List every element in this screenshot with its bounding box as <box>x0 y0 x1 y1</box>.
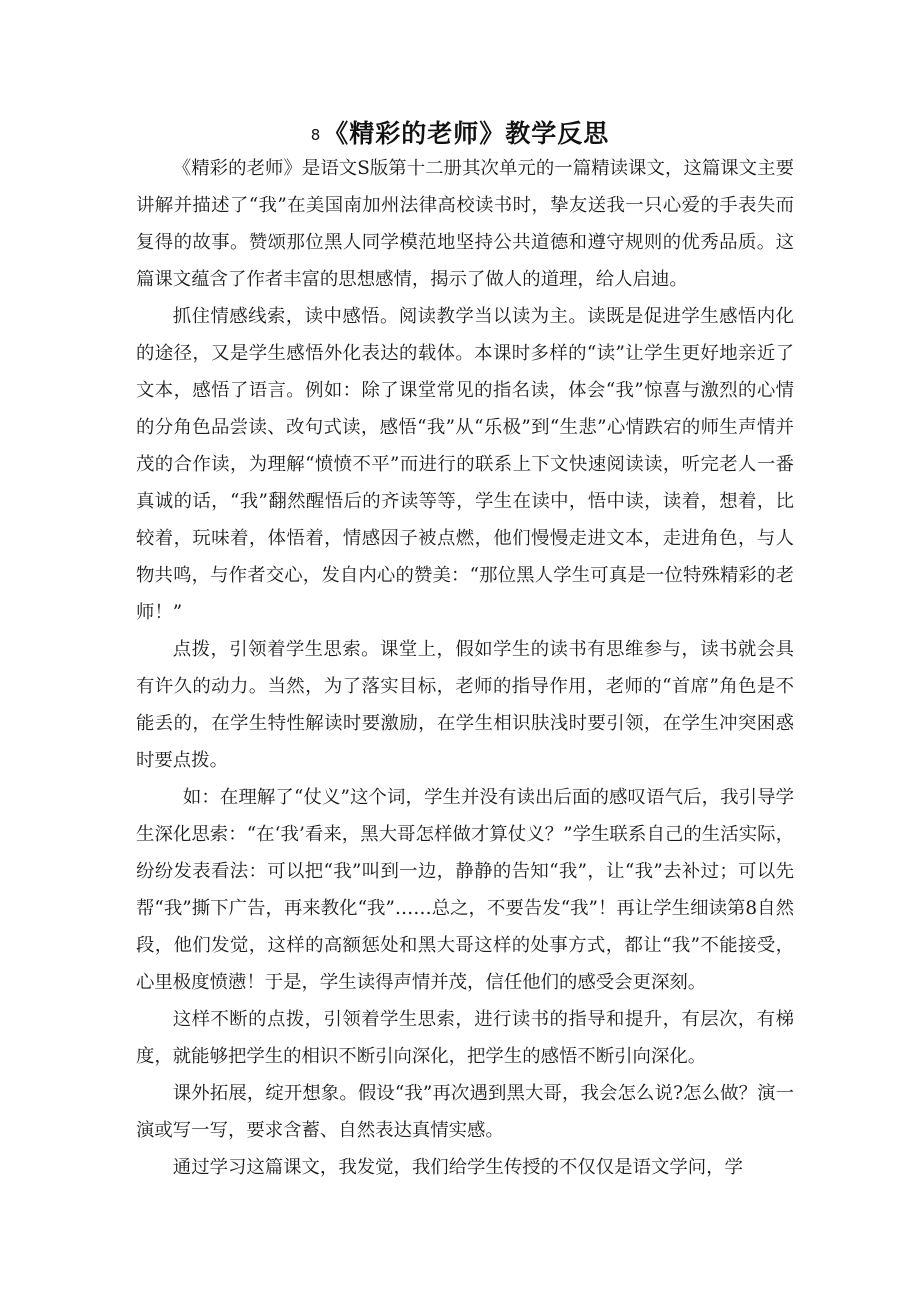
paragraph-conclusion: 通过学习这篇课文，我发觉，我们给学生传授的不仅仅是语文学问，学 <box>172 1157 743 1178</box>
document-title <box>0 114 920 150</box>
document-body <box>136 150 794 1186</box>
paragraph-guidance: 点拨，引领着学生思索。课堂上，假如学生的读书有思维参与，读书就会具有许久的动力。当然，为了落实目标，老师的指导作用，老师的“首席”角色是不能丢的，在学生特性解读时要激励，在学生相识肤浅时要引领，在学生冲突困惑时要点拨。 <box>136 639 794 771</box>
paragraph-extension: 课外拓展，绽开想象。假设“我”再次遇到黑大哥，我会怎么说?怎么做？演一演或写一写，要求含蓄、自然表达真情实感。 <box>136 1083 794 1141</box>
title-number: 8 <box>310 126 322 144</box>
paragraph-summary: 这样不断的点拨，引领着学生思索，进行读书的指导和提升，有层次，有梯度，就能够把学生的相识不断引向深化，把学生的感悟不断引向深化。 <box>136 1009 794 1067</box>
title-text: 《精彩的老师》教学反思 <box>323 119 610 148</box>
paragraph-reading: 抓住情感线索，读中感悟。阅读教学当以读为主。读既是促进学生感悟内化的途径，又是学生感悟外化表达的载体。本课时多样的“读”让学生更好地亲近了文本，感悟了语言。例如：除了课堂常见的指名读，体会“我”惊喜与激烈的心情的分角色品尝读、改句式读，感悟“我”从“乐极”到“生悲”心情跌宕的师生声情并茂的合作读，为理解“愤愤不平”而进行的联系上下文快速阅读读，听完老人一番真诚的话，“我”翻然醒悟后的齐读等等，学生在读中，悟中读，读着，想着，比较着，玩味着，体悟着，情感因子被点燃，他们慢慢走进文本，走进角色，与人物共鸣，与作者交心，发自内心的赞美：“那位黑人学生可真是一位特殊精彩的老师！” <box>136 306 794 623</box>
paragraph-example: 如：在理解了“仗义”这个词，学生并没有读出后面的感叹语气后，我引导学生深化思索：“在‘我’看来，黑大哥怎样做才算仗义？”学生联系自己的生活实际，纷纷发表看法：可以把“我”叫到一边，静静的告知“我”，让“我”去补过；可以先帮“我”撕下广告，再来教化“我”……总之，不要告发“我”！再让学生细读第8自然段，他们发觉，这样的高额惩处和黑大哥这样的处事方式，都让“我”不能接受，心里极度愤懑！于是，学生读得声情并茂，信任他们的感受会更深刻。 <box>136 787 794 993</box>
paragraph-intro: 《精彩的老师》是语文S版第十二册其次单元的一篇精读课文，这篇课文主要讲解并描述了“我”在美国南加州法律高校读书时，挚友送我一只心爱的手表失而复得的故事。赞颂那位黑人同学模范地坚持公共道德和遵守规则的优秀品质。这篇课文蕴含了作者丰富的思想感情，揭示了做人的道理，给人启迪。 <box>136 158 794 290</box>
